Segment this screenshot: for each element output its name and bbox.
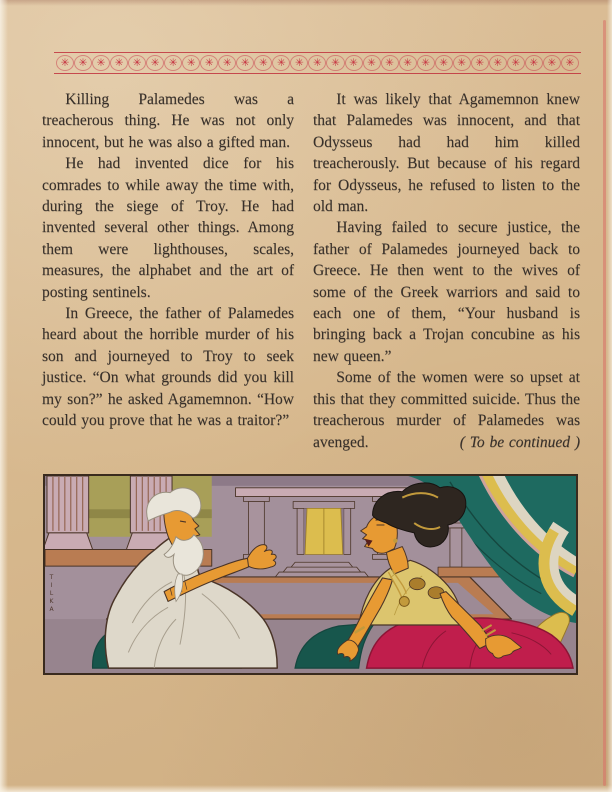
text-column-right bbox=[313, 89, 580, 453]
paragraph: In Greece, the father of Palamedes heard about the horrible murder of his son and journeyed to Troy to seek justice. “On what grounds did you kill my son?” he asked Agamemnon. “How could you prove that he was a traitor?” bbox=[42, 305, 294, 430]
rosette-icon: ✳ bbox=[561, 55, 579, 71]
rosette-icon: ✳ bbox=[489, 55, 507, 71]
rosette-icon: ✳ bbox=[56, 55, 74, 71]
rosette-icon: ✳ bbox=[200, 55, 218, 71]
rosette-icon: ✳ bbox=[345, 55, 363, 71]
scan-edge-top bbox=[0, 0, 612, 6]
illustration-scene bbox=[45, 476, 576, 673]
paragraph: Having failed to secure justice, the father of Palamedes journeyed back to Greece. He then went to the wives of some of the Greek warriors and said to each one of them, “Your husband is bringing back a Trojan concubine as his new queen.” bbox=[313, 219, 580, 365]
rosette-icon: ✳ bbox=[417, 55, 435, 71]
rosette-icon: ✳ bbox=[435, 55, 453, 71]
paragraph: It was likely that Agamemnon knew that Palamedes was innocent, and that Odysseus had had him killed treacherously. But because of his regard for Odysseus, he refused to listen to the old man. bbox=[313, 91, 580, 216]
rosette-icon: ✳ bbox=[254, 55, 272, 71]
scan-edge-bottom bbox=[0, 785, 612, 792]
story-illustration bbox=[43, 474, 578, 675]
scan-edge-right bbox=[607, 0, 612, 792]
rosette-icon: ✳ bbox=[507, 55, 525, 71]
scan-edge-left bbox=[0, 0, 8, 792]
rosette-icon: ✳ bbox=[146, 55, 164, 71]
rosette-icon: ✳ bbox=[182, 55, 200, 71]
story-text-columns bbox=[42, 89, 580, 453]
rosette-icon: ✳ bbox=[399, 55, 417, 71]
rosette-icon: ✳ bbox=[363, 55, 381, 71]
page-border-line bbox=[603, 20, 606, 786]
rosette-icon: ✳ bbox=[543, 55, 561, 71]
rosette-icon: ✳ bbox=[164, 55, 182, 71]
rosette-icon: ✳ bbox=[326, 55, 344, 71]
closing-text: Some of the women were so upset at this that they committed suicide. Thus the treacherous murder of Palamedes was avenged. bbox=[313, 369, 580, 451]
rosette-icon: ✳ bbox=[74, 55, 92, 71]
rosette-icon: ✳ bbox=[128, 55, 146, 71]
paragraph: He had invented dice for his comrades to while away the time with, during the siege of Troy. He had invented several other things. Among them were lighthouses, scales, measures, the alphabet and the art of posting sentinels. bbox=[42, 155, 294, 301]
rosette-icon: ✳ bbox=[381, 55, 399, 71]
text-column-left bbox=[42, 89, 294, 453]
rosette-icon: ✳ bbox=[272, 55, 290, 71]
rosette-icon: ✳ bbox=[92, 55, 110, 71]
rosette-icon: ✳ bbox=[236, 55, 254, 71]
rosette-icon: ✳ bbox=[218, 55, 236, 71]
rosette-icon: ✳ bbox=[453, 55, 471, 71]
to-be-continued-note: ( To be continued ) bbox=[459, 433, 580, 451]
page-content bbox=[42, 52, 580, 675]
artist-signature: TILKA bbox=[48, 573, 55, 614]
rosette-icon: ✳ bbox=[308, 55, 326, 71]
rosette-icon: ✳ bbox=[110, 55, 128, 71]
rosette-chain bbox=[54, 52, 581, 74]
rosette-icon: ✳ bbox=[471, 55, 489, 71]
rosette-icon: ✳ bbox=[525, 55, 543, 71]
paragraph-closing bbox=[313, 367, 580, 453]
rosette-icon: ✳ bbox=[290, 55, 308, 71]
paragraph: Killing Palamedes was a treacherous thing. He was not only innocent, but he was also a gifted man. bbox=[42, 91, 294, 151]
